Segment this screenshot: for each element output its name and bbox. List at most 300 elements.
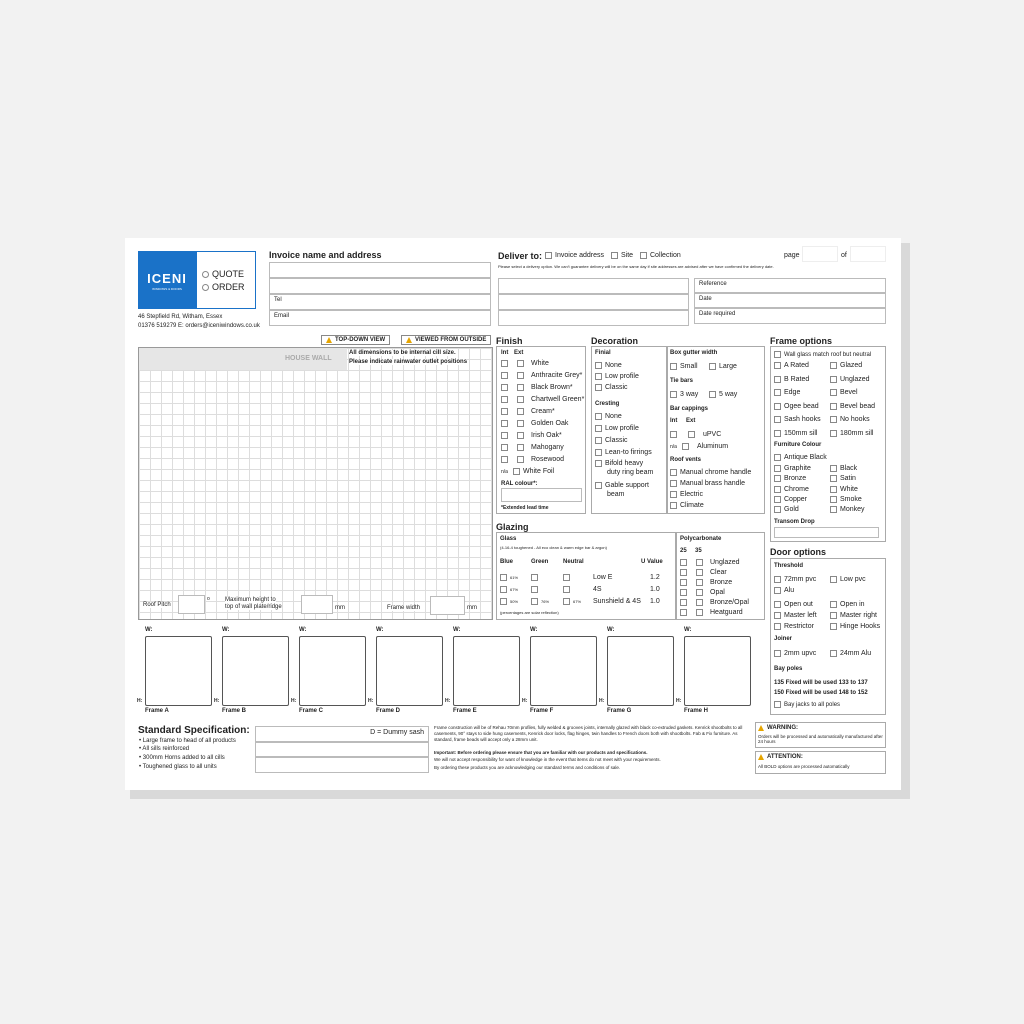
label: Gable support: [605, 482, 649, 489]
bay-jacks-option[interactable]: [774, 701, 840, 708]
label: 24mm Alu: [840, 650, 872, 657]
antique-black-option[interactable]: [774, 454, 827, 461]
finish-option-2[interactable]: [501, 384, 573, 391]
bay-rule-2: 150 Fixed will be used 148 to 152: [774, 690, 868, 696]
checkbox[interactable]: [563, 574, 570, 581]
colour-option-0-b[interactable]: [830, 465, 857, 472]
finial-option-1[interactable]: [595, 373, 639, 380]
warning-icon: [758, 754, 764, 760]
checkbox[interactable]: [774, 430, 781, 437]
frame-label: Frame C: [299, 708, 324, 714]
spec-item-2: • All sills reinforced: [139, 746, 190, 752]
viewed-outside-button[interactable]: [401, 335, 491, 345]
spec-item-3: • 300mm Horns added to all cills: [139, 755, 225, 761]
wall-glass-option[interactable]: [774, 351, 871, 358]
checkbox[interactable]: [595, 413, 602, 420]
logo-tagline: WINDOWS & DOORS: [152, 287, 182, 291]
checkbox[interactable]: [830, 650, 837, 657]
tie-3way-option[interactable]: [670, 391, 698, 398]
checkbox[interactable]: [670, 491, 677, 498]
finish-option-4[interactable]: [501, 408, 555, 415]
checkbox[interactable]: [709, 363, 716, 370]
joiner-title: Joiner: [774, 636, 793, 642]
ral-field[interactable]: [501, 488, 582, 502]
glass-blue-option-0[interactable]: [500, 574, 518, 581]
checkbox[interactable]: [517, 444, 524, 451]
gable-option[interactable]: [595, 482, 649, 489]
frame-width-label: W:: [145, 627, 153, 633]
frame-drawing-box[interactable]: [530, 636, 597, 706]
reference-field[interactable]: [694, 278, 886, 293]
checkbox[interactable]: [830, 389, 837, 396]
cresting-option-0[interactable]: [595, 413, 622, 420]
label: Classic: [605, 384, 628, 391]
checkbox[interactable]: [501, 420, 508, 427]
checkbox[interactable]: [830, 475, 837, 482]
cappings-ext-header: Ext: [686, 418, 696, 424]
checkbox[interactable]: [680, 569, 687, 576]
label: Manual chrome handle: [680, 469, 752, 476]
finish-white-foil[interactable]: [501, 468, 554, 475]
checkbox[interactable]: [595, 482, 602, 489]
checkbox[interactable]: [680, 609, 687, 616]
glass-blue-option-1[interactable]: [500, 586, 518, 593]
frame-height-label: H:: [291, 698, 297, 704]
logo-brand: ICENI: [147, 271, 187, 286]
roof-vent-option-1[interactable]: [670, 480, 745, 487]
checkbox[interactable]: [830, 403, 837, 410]
checkbox[interactable]: [680, 599, 687, 606]
poly-option-1[interactable]: [680, 569, 727, 576]
label: uPVC: [703, 431, 722, 438]
max-height-field[interactable]: [301, 595, 333, 614]
checkbox[interactable]: [531, 574, 538, 581]
checkbox[interactable]: [670, 431, 677, 438]
checkbox[interactable]: [501, 396, 508, 403]
deliver-collection-option[interactable]: [640, 252, 681, 259]
label: 5 way: [719, 391, 738, 398]
tie-bars-title: Tie bars: [670, 378, 693, 384]
capping-aluminum-option[interactable]: [670, 443, 728, 450]
checkbox[interactable]: [595, 425, 602, 432]
checkbox[interactable]: [513, 468, 520, 475]
bifold-option[interactable]: [595, 460, 643, 467]
checkbox[interactable]: [517, 396, 524, 403]
checkbox[interactable]: [670, 391, 677, 398]
roof-vent-option-0[interactable]: [670, 469, 751, 476]
frame-width-label: W:: [222, 627, 230, 633]
checkbox[interactable]: [517, 420, 524, 427]
checkbox[interactable]: [680, 559, 687, 566]
frame-drawing-box[interactable]: [684, 636, 751, 706]
warning-icon: [326, 337, 332, 343]
frame-width-label: W:: [607, 627, 615, 633]
order-radio[interactable]: [202, 284, 209, 291]
gutter-small-option[interactable]: [670, 363, 698, 370]
finish-option-5[interactable]: [501, 420, 568, 427]
frame-label: Frame E: [453, 708, 477, 714]
threshold-alu-option[interactable]: [774, 587, 794, 594]
label: Low profile: [605, 373, 639, 380]
checkbox[interactable]: [774, 601, 781, 608]
checkbox[interactable]: [774, 465, 781, 472]
label: Golden Oak: [531, 420, 569, 427]
label: Classic: [605, 437, 628, 444]
frame-label: Frame B: [222, 708, 247, 714]
checkbox[interactable]: [830, 376, 837, 383]
deliver-line-1[interactable]: [498, 278, 689, 294]
checkbox[interactable]: [830, 362, 837, 369]
glass-neutral-option-0[interactable]: [563, 574, 570, 581]
checkbox[interactable]: [774, 403, 781, 410]
terms-p1: Frame construction will be of Rehau 70mm profiles, fully welded & grooves joints, internally glazed with black co-extruded gaskets. Kenrick shootbolts to all casements, 90° stays to side hung casements, Kenrick door locks, flag hinges, twin handles to French doors both with shootbolts. Fab & Fix furniture. As standard, frame beads will accept only a 28mm unit.: [434, 725, 743, 742]
checkbox[interactable]: [774, 376, 781, 383]
colour-option-2-b[interactable]: [830, 486, 858, 493]
attention-title: ATTENTION:: [767, 754, 803, 760]
finish-option-8[interactable]: [501, 456, 564, 463]
checkbox[interactable]: [545, 252, 552, 259]
poly-35-header: 35: [695, 548, 702, 554]
colour-option-2-a[interactable]: [774, 486, 809, 493]
label: White: [840, 485, 858, 493]
checkbox[interactable]: [680, 579, 687, 586]
checkbox[interactable]: [595, 460, 602, 467]
checkbox[interactable]: [774, 496, 781, 503]
label: Bronze: [784, 475, 807, 483]
checkbox[interactable]: [680, 589, 687, 596]
frame-height-label: H:: [599, 698, 605, 704]
degree-symbol: o: [207, 596, 210, 602]
frame-drawing-box[interactable]: [607, 636, 674, 706]
door-option-0-b[interactable]: [830, 601, 865, 608]
joiner-2mm-option[interactable]: [774, 650, 816, 657]
checkbox[interactable]: [595, 449, 602, 456]
dummy-sash-field[interactable]: [255, 726, 429, 742]
checkbox[interactable]: [563, 598, 570, 605]
checkbox[interactable]: [774, 416, 781, 423]
checkbox[interactable]: [830, 612, 837, 619]
checkbox[interactable]: [670, 363, 677, 370]
frame-option-5-b[interactable]: [830, 430, 873, 437]
date-required-field[interactable]: [694, 308, 886, 324]
label: Heatguard: [710, 609, 743, 616]
cresting-option-1[interactable]: [595, 425, 639, 432]
checkbox[interactable]: [501, 444, 508, 451]
glass-blue-option-2[interactable]: [500, 598, 518, 605]
roof-pitch-field[interactable]: [178, 595, 205, 614]
terms-p2: Important: Before ordering please ensure that you are familiar with our products and specifications.: [434, 750, 648, 755]
checkbox[interactable]: [500, 586, 507, 593]
checkbox[interactable]: [517, 384, 524, 391]
frame-label: Frame G: [607, 708, 632, 714]
quote-option[interactable]: [202, 269, 244, 279]
checkbox[interactable]: [531, 598, 538, 605]
checkbox[interactable]: [501, 432, 508, 439]
checkbox[interactable]: [595, 373, 602, 380]
checkbox[interactable]: [774, 506, 781, 513]
checkbox[interactable]: [830, 601, 837, 608]
colour-option-1-b[interactable]: [830, 475, 856, 482]
page-label: page: [784, 252, 800, 259]
capping-upvc-option[interactable]: [670, 431, 721, 438]
finish-option-6[interactable]: [501, 432, 562, 439]
frame-option-1-b[interactable]: [830, 376, 870, 383]
cresting-option-2[interactable]: [595, 437, 628, 444]
label: Electric: [680, 491, 703, 498]
page-total-field[interactable]: [850, 246, 886, 262]
colour-option-3-a[interactable]: [774, 496, 807, 503]
spec-field-3[interactable]: [255, 757, 429, 773]
threshold-72-option[interactable]: [774, 576, 816, 583]
label: TOP-DOWN VIEW: [335, 337, 386, 343]
label: Bevel: [840, 389, 858, 396]
frame-height-label: H:: [137, 698, 143, 704]
finish-option-1[interactable]: [501, 372, 582, 379]
transom-field[interactable]: [774, 527, 879, 538]
checkbox[interactable]: [670, 480, 677, 487]
quote-radio[interactable]: [202, 271, 209, 278]
finish-option-3[interactable]: [501, 396, 584, 403]
checkbox[interactable]: [830, 623, 837, 630]
checkbox[interactable]: [696, 599, 703, 606]
checkbox[interactable]: [517, 372, 524, 379]
label: Master right: [840, 612, 877, 619]
colour-option-4-b[interactable]: [830, 506, 865, 513]
label: Unglazed: [710, 559, 740, 566]
glass-green-option-0[interactable]: [531, 574, 538, 581]
frame-drawing-box[interactable]: [376, 636, 443, 706]
checkbox[interactable]: [500, 598, 507, 605]
checkbox[interactable]: [774, 475, 781, 482]
colour-option-1-a[interactable]: [774, 475, 806, 482]
label: Bifold heavy: [605, 460, 644, 467]
label: Master left: [784, 612, 817, 619]
glass-neutral-option-1[interactable]: [563, 586, 570, 593]
label: 180mm sill: [840, 429, 874, 437]
label: 3 way: [680, 391, 699, 398]
invoice-line-1[interactable]: [269, 262, 491, 278]
frame-drawing-box[interactable]: [145, 636, 212, 706]
checkbox[interactable]: [774, 486, 781, 493]
checkbox[interactable]: [670, 502, 677, 509]
checkbox[interactable]: [830, 496, 837, 503]
tel-field[interactable]: [269, 294, 491, 310]
checkbox[interactable]: [682, 443, 689, 450]
deliver-site-option[interactable]: [611, 252, 633, 259]
label: Graphite: [784, 465, 811, 472]
checkbox[interactable]: [830, 506, 837, 513]
frame-width-field[interactable]: [430, 596, 465, 615]
page-field[interactable]: [802, 246, 838, 262]
na-label: n/a: [670, 443, 677, 450]
frame-width-label: W:: [530, 627, 538, 633]
colour-option-3-b[interactable]: [830, 496, 862, 503]
finish-option-7[interactable]: [501, 444, 564, 451]
label: Ogee bead: [784, 402, 819, 410]
door-options-title: Door options: [770, 547, 826, 557]
label: Irish Oak*: [531, 432, 562, 439]
checkbox[interactable]: [688, 431, 695, 438]
warning-text: Orders will be processed and automatically manufactured after 24 hours: [758, 734, 883, 744]
frame-label: Frame D: [376, 708, 401, 714]
glass-title: Glass: [500, 536, 517, 542]
gutter-large-option[interactable]: [709, 363, 737, 370]
date-field[interactable]: [694, 293, 886, 308]
label: No hooks: [840, 416, 870, 423]
cresting-option-3[interactable]: [595, 449, 652, 456]
label: A Rated: [784, 362, 809, 369]
top-down-view-button[interactable]: [321, 335, 390, 345]
checkbox[interactable]: [501, 360, 508, 367]
label: Bay jacks to all poles: [784, 701, 841, 708]
mm-label-1: mm: [335, 605, 345, 611]
frame-drawing-box[interactable]: [453, 636, 520, 706]
order-option[interactable]: [202, 282, 245, 292]
door-option-2-b[interactable]: [830, 623, 880, 630]
checkbox[interactable]: [563, 586, 570, 593]
checkbox[interactable]: [611, 252, 618, 259]
pct-label: 67%: [573, 599, 582, 604]
checkbox[interactable]: [595, 362, 602, 369]
frame-options-title: Frame options: [770, 336, 833, 346]
label: Low pvc: [840, 576, 866, 583]
checkbox[interactable]: [517, 360, 524, 367]
colour-option-0-a[interactable]: [774, 465, 811, 472]
frame-option-1-a[interactable]: [774, 376, 809, 383]
checkbox[interactable]: [595, 437, 602, 444]
checkbox[interactable]: [774, 650, 781, 657]
poly-option-4[interactable]: [680, 599, 749, 606]
checkbox[interactable]: [774, 623, 781, 630]
terms-p3: We will not accept responsibility for want of knowledge in the event that items do not meet with your requirements.: [434, 757, 661, 762]
checkbox[interactable]: [830, 576, 837, 583]
door-option-2-a[interactable]: [774, 623, 814, 630]
checkbox[interactable]: [517, 456, 524, 463]
checkbox[interactable]: [774, 362, 781, 369]
poly-option-5[interactable]: [680, 609, 743, 616]
checkbox[interactable]: [830, 430, 837, 437]
label: Hinge Hooks: [840, 623, 881, 630]
label: Rosewood: [531, 456, 565, 463]
checkbox[interactable]: [696, 609, 703, 616]
door-option-0-a[interactable]: [774, 601, 813, 608]
invoice-line-2[interactable]: [269, 278, 491, 294]
email-label: Email: [274, 313, 290, 319]
checkbox[interactable]: [696, 569, 703, 576]
email-field[interactable]: [269, 310, 491, 326]
checkbox[interactable]: [774, 351, 781, 358]
checkbox[interactable]: [696, 579, 703, 586]
green-header: Green: [531, 559, 549, 565]
frame-option-5-a[interactable]: [774, 430, 817, 437]
frame-option-2-a[interactable]: [774, 389, 800, 396]
colour-option-4-a[interactable]: [774, 506, 799, 513]
checkbox[interactable]: [696, 589, 703, 596]
checkbox[interactable]: [517, 408, 524, 415]
checkbox[interactable]: [531, 586, 538, 593]
checkbox[interactable]: [501, 372, 508, 379]
frame-option-0-a[interactable]: [774, 362, 809, 369]
threshold-low-option[interactable]: [830, 576, 866, 583]
glass-green-option-2[interactable]: [531, 598, 549, 605]
poly-option-2[interactable]: [680, 579, 732, 586]
deliver-line-3[interactable]: [498, 310, 689, 326]
finial-option-0[interactable]: [595, 362, 622, 369]
checkbox[interactable]: [830, 465, 837, 472]
plan-grid[interactable]: [138, 347, 493, 620]
poly-option-3[interactable]: [680, 589, 725, 596]
frame-drawing-box[interactable]: [299, 636, 366, 706]
uvalue-label: 1.0: [650, 598, 660, 605]
house-wall-label: HOUSE WALL: [285, 355, 332, 362]
frame-option-4-b[interactable]: [830, 416, 870, 423]
checkbox[interactable]: [774, 587, 781, 594]
checkbox[interactable]: [830, 416, 837, 423]
checkbox[interactable]: [774, 454, 781, 461]
finial-option-2[interactable]: [595, 384, 628, 391]
checkbox[interactable]: [774, 576, 781, 583]
frame-option-3-a[interactable]: [774, 403, 819, 410]
decoration-right-panel: [667, 346, 765, 514]
checkbox[interactable]: [517, 432, 524, 439]
frame-option-4-a[interactable]: [774, 416, 821, 423]
label: B Rated: [784, 375, 810, 383]
label: Bronze: [710, 579, 733, 586]
uvalue-header: U Value: [641, 559, 663, 565]
frame-option-0-b[interactable]: [830, 362, 862, 369]
company-address: 46 Stepfield Rd, Witham, Essex: [138, 314, 223, 320]
label: Gold: [784, 506, 799, 514]
checkbox[interactable]: [696, 559, 703, 566]
checkbox[interactable]: [500, 574, 507, 581]
roof-vent-option-2[interactable]: [670, 491, 703, 498]
tie-5way-option[interactable]: [709, 391, 737, 398]
checkbox[interactable]: [501, 408, 508, 415]
gable-label-2: beam: [607, 491, 625, 498]
glass-neutral-option-2[interactable]: [563, 598, 581, 605]
checkbox[interactable]: [670, 469, 677, 476]
checkbox[interactable]: [501, 384, 508, 391]
spec-field-2[interactable]: [255, 742, 429, 757]
checkbox[interactable]: [640, 252, 647, 259]
checkbox[interactable]: [709, 391, 716, 398]
attention-text: All BOLD options are processed automatically: [758, 764, 850, 769]
frame-width-label: W:: [684, 627, 692, 633]
poly-option-0[interactable]: [680, 559, 740, 566]
checkbox[interactable]: [774, 612, 781, 619]
checkbox[interactable]: [501, 456, 508, 463]
frame-drawing-box[interactable]: [222, 636, 289, 706]
glass-green-option-1[interactable]: [531, 586, 538, 593]
glazing-title: Glazing: [496, 522, 529, 532]
checkbox[interactable]: [595, 384, 602, 391]
frame-option-3-b[interactable]: [830, 403, 875, 410]
roof-vent-option-3[interactable]: [670, 502, 704, 509]
deliver-invoice-option[interactable]: [545, 252, 604, 259]
frame-height-label: H:: [368, 698, 374, 704]
door-option-1-b[interactable]: [830, 612, 877, 619]
order-label: ORDER: [212, 282, 245, 292]
checkbox[interactable]: [830, 486, 837, 493]
checkbox[interactable]: [774, 701, 781, 708]
deliver-line-2[interactable]: [498, 294, 689, 310]
door-option-1-a[interactable]: [774, 612, 817, 619]
joiner-24mm-option[interactable]: [830, 650, 871, 657]
frame-option-2-b[interactable]: [830, 389, 858, 396]
label: White: [531, 360, 549, 367]
finish-option-0[interactable]: [501, 360, 549, 367]
checkbox[interactable]: [774, 389, 781, 396]
